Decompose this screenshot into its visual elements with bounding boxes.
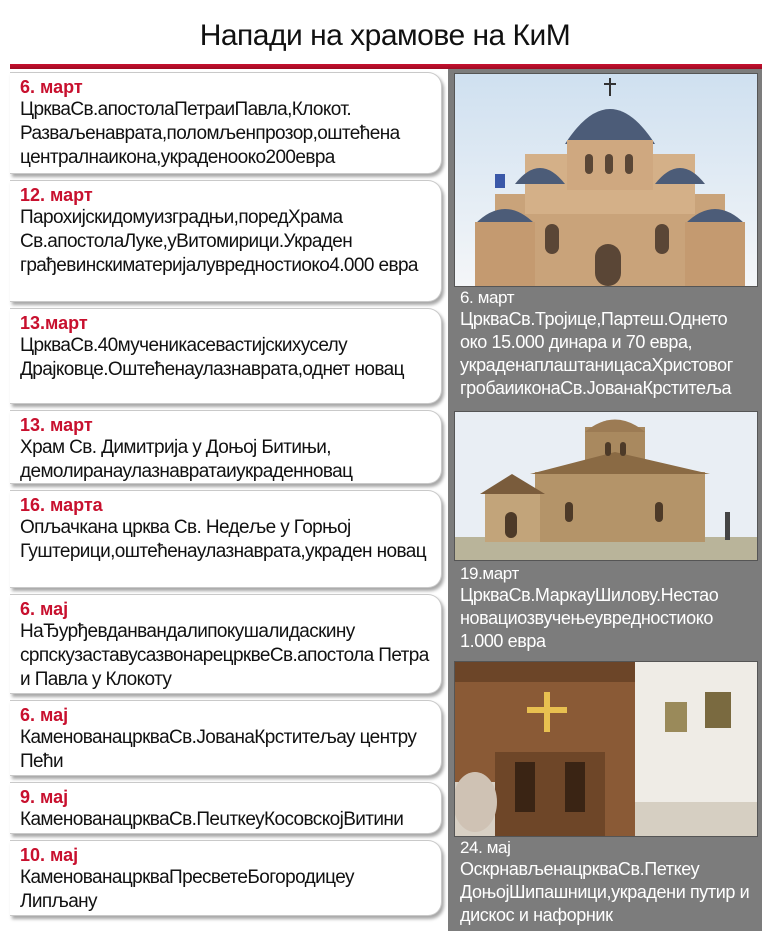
- list-item: [10, 782, 442, 834]
- list-item: [10, 410, 442, 484]
- page-title: Напади на храмове на КиМ: [199, 19, 571, 52]
- event-description: ЦркваСв.апостолаПетраиПавла,Клокот. Разваљенаврата,поломљенпрозор,оштећена централнаикона,украденооко200евра: [20, 99, 400, 168]
- list-item: [10, 72, 442, 174]
- event-date: 12. март: [20, 185, 93, 205]
- list-item: [10, 840, 442, 916]
- caption-date: 19.март: [460, 564, 519, 583]
- event-date: 6. мај: [20, 599, 69, 619]
- list-item: [10, 700, 442, 776]
- event-description: КаменованацркваСв.ЈованаКрститељау центру Пећи: [20, 727, 417, 772]
- event-description: Храм Св. Димитрија у Доњој Битињи, демолиранаулазнавратаиукраденновац: [20, 437, 353, 482]
- event-description: Опљачкана црква Св. Недеље у Горњој Гуштерици,оштећенаулазнаврата,украден новац: [20, 517, 427, 562]
- caption-date: 24. мај: [460, 838, 511, 857]
- list-item: [10, 180, 442, 302]
- photo-caption: [460, 563, 756, 653]
- photo-panel: [448, 69, 762, 931]
- photo-caption: [460, 287, 756, 400]
- stone-church-bell-tower-photo: [454, 411, 758, 561]
- event-description: КаменованацркваСв.ПeuткеуКосовскојВитини: [20, 809, 404, 830]
- list-item: [10, 308, 442, 404]
- event-description: НаЂурђевданвандалипокушалидаскину српскузаставусазвонарецрквеСв.апостола Петра и Павла у Клокоту: [20, 621, 429, 690]
- event-date: 6. мај: [20, 705, 69, 725]
- orthodox-church-domes-photo: [454, 73, 758, 287]
- event-date: 9. мај: [20, 787, 69, 807]
- event-description: ЦркваСв.40мученикасевастијскихуселу Драјковце.Оштећенаулазнаврата,однет новац: [20, 335, 404, 380]
- caption-text: ОскрнављенацркваСв.Петкеу ДоњојШипашници,украдени путир и дискос и нафорник: [460, 859, 750, 925]
- attacks-list: [10, 72, 442, 928]
- event-date: 6. март: [20, 77, 83, 97]
- event-description: Парохијскидомуизградњи,поредХрама Св.апостолаЛуке,уВитомирици.Украден грађевинскиматеријалувредностиоко4.000 евра: [20, 207, 418, 276]
- photo-caption: [460, 837, 756, 927]
- event-date: 13. март: [20, 415, 93, 435]
- caption-date: 6. март: [460, 288, 515, 307]
- list-item: [10, 594, 442, 694]
- caption-text: ЦркваСв.МаркауШилову.Нестао новациозвучењеувредностиоко 1.000 евра: [460, 585, 719, 651]
- event-date: 16. марта: [20, 495, 103, 515]
- event-date: 13.март: [20, 313, 88, 333]
- event-description: КаменованацркваПресветеБогородицеу Липљану: [20, 867, 354, 912]
- caption-text: ЦркваСв.Тројице,Партеш.Однето око 15.000 динара и 70 евра, украденаплаштаницасаХристовог гробаииконаСв.ЈованаКрститеља: [460, 309, 733, 398]
- church-interior-altar-photo: [454, 661, 758, 837]
- event-date: 10. мај: [20, 845, 79, 865]
- list-item: [10, 490, 442, 588]
